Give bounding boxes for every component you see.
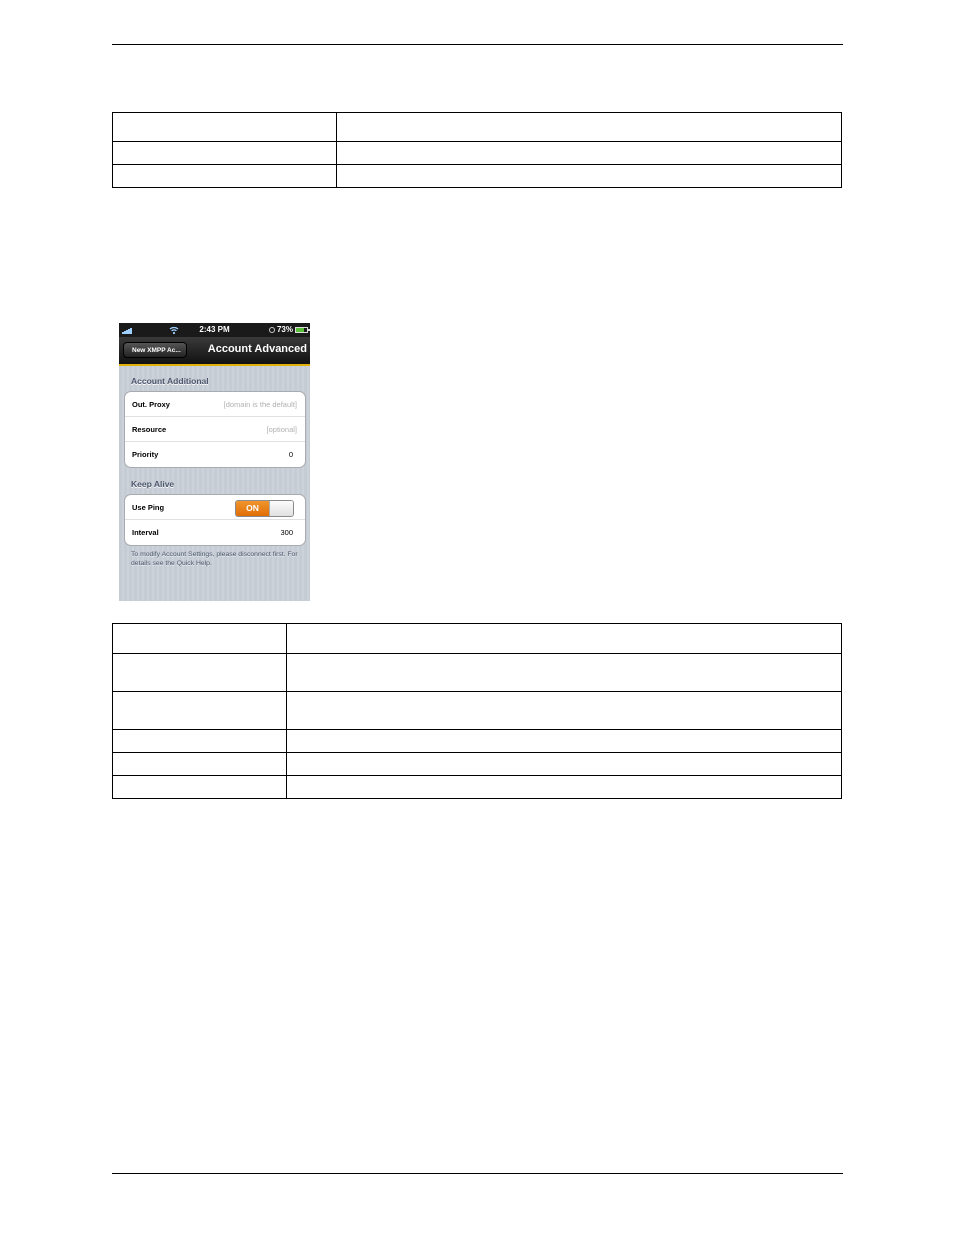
header-rule — [112, 44, 843, 45]
section-header-keep-alive: Keep Alive — [131, 479, 175, 489]
rotation-lock-icon — [269, 327, 275, 333]
table-row — [113, 113, 842, 142]
footnote-text: To modify Account Settings, please disconnect first. For details see the Quick Help. — [131, 551, 298, 567]
table-top — [112, 112, 842, 188]
table-row — [113, 165, 842, 188]
status-bar — [119, 323, 310, 337]
interval-input[interactable]: 300 — [280, 528, 293, 537]
priority-input[interactable]: 0 — [288, 450, 293, 459]
out-proxy-input[interactable]: [domain is the default] — [223, 400, 297, 409]
footer-rule — [112, 1173, 843, 1174]
status-time: 2:43 PM — [199, 325, 230, 334]
account-additional-group — [124, 391, 306, 468]
interval-row[interactable] — [125, 520, 305, 545]
table-row — [113, 624, 842, 654]
nav-title: Account Advanced — [207, 343, 307, 355]
section-header-account-additional: Account Additional — [131, 376, 209, 386]
table-row — [113, 753, 842, 776]
row-label: Priority — [132, 450, 159, 459]
keep-alive-group — [124, 494, 306, 546]
phone-screenshot — [119, 323, 310, 601]
table-row — [113, 730, 842, 753]
battery-percent: 73% — [276, 325, 293, 334]
navigation-bar — [119, 337, 310, 366]
use-ping-toggle[interactable] — [235, 500, 294, 517]
row-label: Out. Proxy — [132, 400, 170, 409]
priority-row[interactable] — [125, 442, 305, 467]
table-bottom — [112, 623, 842, 799]
toggle-knob[interactable] — [269, 501, 293, 516]
resource-input[interactable]: [optional] — [266, 425, 297, 434]
row-label: Use Ping — [132, 503, 165, 512]
row-label: Resource — [132, 425, 167, 434]
battery-icon — [295, 327, 308, 333]
use-ping-row — [125, 495, 305, 520]
toggle-on-label: ON — [236, 501, 269, 516]
row-label: Interval — [132, 528, 159, 537]
table-row — [113, 692, 842, 730]
out-proxy-row[interactable] — [125, 392, 305, 417]
table-row — [113, 142, 842, 165]
table-row — [113, 654, 842, 692]
resource-row[interactable] — [125, 417, 305, 442]
table-row — [113, 776, 842, 799]
back-button[interactable]: New XMPP Ac... — [123, 342, 187, 358]
